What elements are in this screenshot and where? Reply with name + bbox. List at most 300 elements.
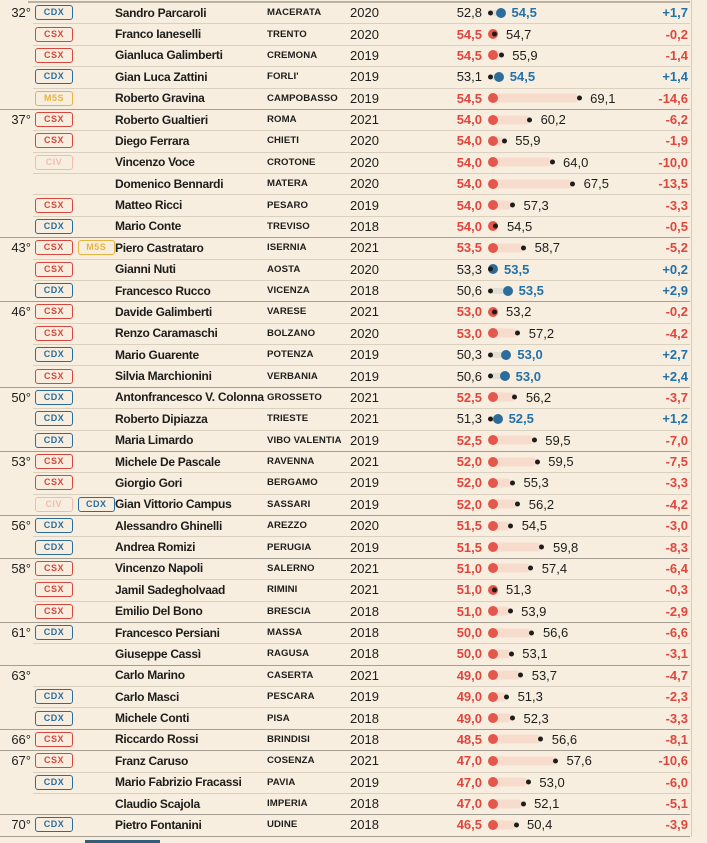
approval-dot: [488, 179, 498, 189]
election-result-dot: [509, 651, 514, 656]
dumbbell-plot: [488, 541, 547, 553]
rank-label: 37°: [11, 112, 31, 128]
table-row: [0, 494, 707, 515]
dumbbell-plot: [488, 327, 523, 339]
mayor-name: Jamil Sadegholvaad: [115, 582, 225, 597]
dumbbell-plot: [488, 669, 526, 681]
mayor-name: Riccardo Rossi: [115, 732, 199, 747]
city-label: CASERTA: [267, 669, 314, 681]
diff-value: -0,3: [665, 582, 688, 598]
table-row: [0, 558, 707, 579]
election-result-dot: [488, 352, 493, 357]
mayor-name: Domenico Bennardi: [115, 176, 224, 191]
city-label: BERGAMO: [267, 477, 318, 489]
election-value: 50,4: [527, 817, 553, 833]
election-year-label: 2019: [350, 347, 379, 363]
election-result-dot: [526, 780, 531, 785]
row-separator: [0, 814, 690, 815]
approval-dot: [494, 72, 504, 82]
election-year-label: 2019: [350, 368, 379, 384]
election-year-label: 2021: [350, 560, 379, 576]
row-separator: [33, 579, 690, 580]
row-separator: [33, 88, 690, 89]
diff-value: +1,7: [662, 5, 688, 21]
dumbbell-plot: [488, 776, 533, 788]
party-badge-cdx: CDX: [35, 625, 73, 640]
row-separator: [33, 643, 690, 644]
dot-plot: [394, 775, 636, 790]
party-badge-csx: CSX: [35, 198, 73, 213]
dumbbell-plot: [488, 562, 536, 574]
election-year-label: 2020: [350, 133, 379, 149]
diff-value: -3,3: [665, 475, 688, 491]
city-label: PAVIA: [267, 776, 296, 788]
party-badges: [35, 433, 115, 448]
approval-value: 51,5: [456, 539, 482, 555]
city-label: TRIESTE: [267, 413, 309, 425]
approval-value: 54,5: [509, 69, 536, 85]
election-value: 59,8: [552, 539, 579, 555]
approval-value: 53,5: [504, 261, 530, 277]
election-year-label: 2020: [350, 154, 379, 170]
table-row: [0, 793, 707, 814]
mayor-name: Roberto Gualtieri: [115, 112, 208, 127]
election-value: 53,3: [456, 261, 482, 277]
city-label: ISERNIA: [267, 242, 307, 254]
dumbbell-plot: [488, 648, 516, 660]
approval-dot: [488, 670, 498, 680]
mayor-name: Francesco Rucco: [115, 283, 211, 298]
election-result-dot: [488, 74, 493, 79]
city-label: MACERATA: [267, 7, 322, 19]
table-row: [0, 451, 707, 472]
row-separator: [33, 66, 690, 67]
table-row: [0, 707, 707, 728]
dumbbell-plot: [488, 413, 503, 425]
dumbbell-plot: [488, 477, 517, 489]
city-label: IMPERIA: [267, 798, 308, 810]
diff-value: -3,3: [665, 197, 688, 213]
approval-value: 50,0: [456, 646, 482, 662]
election-year-label: 2021: [350, 667, 379, 683]
dot-plot: [394, 689, 636, 704]
city-label: UDINE: [267, 819, 298, 831]
row-separator: [28, 2, 690, 3]
table-row: [0, 750, 707, 771]
rank-label: 66°: [11, 731, 31, 747]
election-value: 56,6: [551, 731, 578, 747]
table-row: [0, 601, 707, 622]
diff-value: -3,9: [665, 817, 688, 833]
election-year-label: 2019: [350, 69, 379, 85]
diff-value: +1,2: [662, 411, 688, 427]
dot-plot: [394, 668, 636, 683]
mayor-name: Silvia Marchionini: [115, 369, 212, 384]
election-value: 57,6: [566, 753, 592, 769]
party-badges: [35, 133, 115, 148]
dot-plot: [394, 5, 636, 20]
approval-dot: [488, 392, 498, 402]
dot-plot: [394, 283, 636, 298]
dot-plot: [394, 753, 636, 768]
dot-plot: [394, 454, 636, 469]
election-year-label: 2019: [350, 197, 379, 213]
dot-plot: [394, 625, 636, 640]
election-value: 51,3: [517, 689, 543, 705]
approval-value: 52,0: [456, 454, 482, 470]
mayor-name: Diego Ferrara: [115, 133, 190, 148]
range-bar: [493, 778, 528, 787]
diff-value: -4,2: [665, 325, 688, 341]
party-badges: [35, 775, 115, 790]
approval-value: 52,0: [456, 475, 482, 491]
dumbbell-plot: [488, 263, 498, 275]
party-badges: [35, 219, 115, 234]
diff-value: -14,6: [658, 90, 688, 106]
party-badge-cdx: CDX: [35, 219, 73, 234]
election-result-dot: [492, 32, 497, 37]
dumbbell-plot: [488, 92, 584, 104]
dumbbell-plot: [488, 71, 504, 83]
election-value: 56,2: [525, 389, 552, 405]
approval-dot: [488, 478, 498, 488]
table-row: [0, 387, 707, 408]
dot-plot: [394, 240, 636, 255]
dumbbell-plot: [488, 114, 535, 126]
election-result-dot: [515, 331, 520, 336]
approval-dot: [488, 542, 498, 552]
approval-value: 50,0: [456, 625, 482, 641]
dumbbell-plot: [488, 391, 520, 403]
table-row: [0, 109, 707, 130]
party-badges: [35, 283, 115, 298]
range-bar: [493, 564, 531, 573]
party-badges: [35, 732, 115, 747]
table-row: [0, 259, 707, 280]
party-badge-cdx: CDX: [35, 711, 73, 726]
diff-value: -7,0: [665, 432, 688, 448]
dot-plot: [394, 48, 636, 63]
election-year-label: 2019: [350, 432, 379, 448]
city-label: SALERNO: [267, 562, 315, 574]
table-row: [0, 665, 707, 686]
range-bar: [493, 735, 541, 744]
rank-label: 46°: [11, 304, 31, 320]
election-year-label: 2019: [350, 774, 379, 790]
table-row: [0, 536, 707, 557]
approval-dot: [488, 692, 498, 702]
city-label: MATERA: [267, 178, 308, 190]
party-badges: [35, 390, 115, 405]
dot-plot: [394, 262, 636, 277]
approval-dot: [488, 200, 498, 210]
approval-value: 51,5: [456, 518, 482, 534]
table-row: [0, 472, 707, 493]
election-result-dot: [570, 181, 575, 186]
election-result-dot: [515, 502, 520, 507]
approval-value: 54,0: [456, 176, 482, 192]
row-separator: [0, 109, 690, 110]
approval-value: 52,5: [508, 411, 534, 427]
diff-value: -3,1: [665, 646, 688, 662]
dumbbell-plot: [488, 733, 546, 745]
election-year-label: 2019: [350, 689, 379, 705]
dumbbell-plot: [488, 135, 509, 147]
party-badges: [35, 91, 115, 106]
dumbbell-plot: [488, 199, 517, 211]
party-badge-csx: CSX: [35, 133, 73, 148]
election-result-dot: [512, 395, 517, 400]
mayor-name: Gian Luca Zattini: [115, 69, 208, 84]
party-badge-cdx: CDX: [35, 518, 73, 533]
rank-label: 50°: [11, 389, 31, 405]
approval-dot: [488, 115, 498, 125]
dumbbell-plot: [488, 178, 578, 190]
dot-plot: [394, 219, 636, 234]
election-result-dot: [492, 309, 497, 314]
party-badges: [35, 411, 115, 426]
election-value: 55,9: [512, 47, 538, 63]
approval-dot: [488, 136, 498, 146]
election-year-label: 2018: [350, 710, 379, 726]
party-badges: [35, 27, 115, 42]
party-badge-csx: CSX: [35, 27, 73, 42]
party-badges: [35, 604, 115, 619]
dot-plot: [394, 155, 636, 170]
approval-value: 54,0: [456, 218, 482, 234]
dumbbell-plot: [488, 755, 561, 767]
city-label: RAGUSA: [267, 648, 310, 660]
mayor-name: Antonfrancesco V. Colonna: [115, 390, 264, 405]
election-result-dot: [499, 53, 504, 58]
row-separator: [33, 536, 690, 537]
approval-dot: [488, 713, 498, 723]
row-separator: [33, 772, 690, 773]
party-badges: [35, 112, 115, 127]
election-value: 50,3: [456, 347, 482, 363]
approval-value: 48,5: [456, 731, 482, 747]
diff-value: -10,6: [658, 753, 688, 769]
table-row: [0, 772, 707, 793]
rank-label: 61°: [11, 625, 31, 641]
diff-value: -2,3: [665, 689, 688, 705]
party-badge-cdx: CDX: [35, 347, 73, 362]
party-badge-csx: CSX: [35, 326, 73, 341]
approval-value: 54,0: [456, 133, 482, 149]
diff-value: -4,2: [665, 496, 688, 512]
dot-plot: [394, 69, 636, 84]
party-badge-csx: CSX: [35, 582, 73, 597]
party-badge-cdx: CDX: [35, 433, 73, 448]
party-badge-csx: CSX: [35, 454, 73, 469]
row-separator: [0, 665, 690, 666]
party-badges: [35, 198, 115, 213]
election-value: 57,2: [528, 325, 555, 341]
row-separator: [0, 558, 690, 559]
city-label: PISA: [267, 712, 290, 724]
approval-dot: [500, 371, 510, 381]
approval-dot: [488, 563, 498, 573]
table-row: [0, 66, 707, 87]
election-value: 53,2: [506, 304, 532, 320]
dumbbell-plot: [488, 798, 528, 810]
approval-value: 47,0: [456, 796, 482, 812]
dot-plot: [394, 91, 636, 106]
party-badges: [35, 689, 115, 704]
dot-plot: [394, 133, 636, 148]
city-label: CAMPOBASSO: [267, 92, 338, 104]
city-label: PESCARA: [267, 691, 315, 703]
table-row: [0, 622, 707, 643]
election-value: 54,5: [521, 518, 547, 534]
party-badges: [35, 454, 115, 469]
mayor-name: Renzo Caramaschi: [115, 326, 218, 341]
range-bar: [493, 179, 573, 188]
election-result-dot: [532, 438, 537, 443]
diff-value: -4,7: [665, 667, 688, 683]
election-result-dot: [521, 801, 526, 806]
table-row: [0, 643, 707, 664]
approval-value: 49,0: [456, 710, 482, 726]
party-badge-csx: CSX: [35, 369, 73, 384]
party-badges: [35, 262, 115, 277]
dot-plot: [394, 582, 636, 597]
row-separator: [33, 408, 690, 409]
row-separator: [33, 280, 690, 281]
diff-value: -0,5: [665, 218, 688, 234]
election-year-label: 2021: [350, 112, 379, 128]
approval-dot: [488, 628, 498, 638]
party-badge-cdx: CDX: [78, 497, 116, 512]
city-label: BOLZANO: [267, 327, 316, 339]
dumbbell-plot: [488, 627, 537, 639]
diff-value: -7,5: [665, 454, 688, 470]
city-label: FORLI': [267, 71, 299, 83]
party-badges: [35, 326, 115, 341]
election-result-dot: [518, 673, 523, 678]
party-badges: [35, 753, 115, 768]
election-value: 55,3: [523, 475, 549, 491]
rankings-table: [0, 2, 707, 836]
party-badges: [35, 369, 115, 384]
approval-dot: [488, 157, 498, 167]
election-year-label: 2018: [350, 646, 379, 662]
city-label: TRENTO: [267, 28, 307, 40]
range-bar: [493, 158, 552, 167]
party-badge-cdx: CDX: [35, 689, 73, 704]
row-separator: [0, 451, 690, 452]
dumbbell-plot: [488, 584, 500, 596]
mayor-name: Franz Caruso: [115, 753, 189, 768]
rank-label: 63°: [11, 667, 31, 683]
election-result-dot: [508, 609, 513, 614]
range-bar: [493, 115, 530, 124]
election-year-label: 2019: [350, 47, 379, 63]
election-result-dot: [529, 630, 534, 635]
approval-value: 47,0: [456, 753, 482, 769]
approval-value: 53,5: [456, 240, 482, 256]
approval-dot: [488, 499, 498, 509]
mayor-name: Alessandro Ghinelli: [115, 518, 222, 533]
party-badge-csx: CSX: [35, 240, 73, 255]
party-badge-csx: CSX: [35, 262, 73, 277]
election-result-dot: [553, 758, 558, 763]
approval-value: 54,0: [456, 112, 482, 128]
rank-label: 67°: [11, 753, 31, 769]
table-row: [0, 280, 707, 301]
party-badge-cdx: CDX: [35, 69, 73, 84]
election-result-dot: [538, 737, 543, 742]
city-label: VIBO VALENTIA: [267, 434, 342, 446]
election-value: 53,9: [521, 603, 547, 619]
diff-value: -6,0: [665, 774, 688, 790]
diff-value: +1,4: [662, 69, 688, 85]
mayor-name: Davide Galimberti: [115, 304, 212, 319]
dumbbell-plot: [488, 605, 515, 617]
mayor-name: Pietro Fontanini: [115, 817, 202, 832]
mayor-name: Vincenzo Voce: [115, 155, 195, 170]
dumbbell-plot: [488, 349, 511, 361]
election-result-dot: [539, 545, 544, 550]
election-value: 56,2: [528, 496, 555, 512]
mayor-name: Gian Vittorio Campus: [115, 497, 232, 512]
dot-plot: [394, 796, 636, 811]
dot-plot: [394, 540, 636, 555]
rank-label: 53°: [11, 454, 31, 470]
approval-value: 54,0: [456, 197, 482, 213]
election-result-dot: [488, 374, 493, 379]
mayor-name: Giuseppe Cassì: [115, 646, 201, 661]
mayor-name: Michele Conti: [115, 711, 190, 726]
table-row: [0, 173, 707, 194]
election-result-dot: [550, 160, 555, 165]
party-badges: [35, 5, 115, 20]
election-value: 57,4: [541, 560, 568, 576]
dot-plot: [394, 433, 636, 448]
diff-value: -13,5: [658, 176, 688, 192]
row-separator: [33, 494, 690, 495]
mayor-name: Roberto Dipiazza: [115, 411, 208, 426]
diff-value: +0,2: [662, 261, 688, 277]
approval-value: 53,5: [518, 283, 544, 299]
diff-value: -2,9: [665, 603, 688, 619]
diff-value: -1,9: [665, 133, 688, 149]
party-badge-cdx: CDX: [35, 283, 73, 298]
approval-value: 51,0: [456, 560, 482, 576]
diff-value: -6,4: [665, 560, 688, 576]
city-label: TREVISO: [267, 220, 310, 232]
rank-label: 43°: [11, 240, 31, 256]
mayor-name: Andrea Romizi: [115, 540, 196, 555]
city-label: MASSA: [267, 627, 303, 639]
approval-dot: [488, 734, 498, 744]
table-row: [0, 323, 707, 344]
dot-plot: [394, 369, 636, 384]
approval-value: 52,5: [456, 389, 482, 405]
dot-plot: [394, 732, 636, 747]
approval-value: 53,0: [456, 304, 482, 320]
mayor-name: Claudio Scajola: [115, 796, 200, 811]
city-label: BRESCIA: [267, 605, 311, 617]
approval-value: 49,0: [456, 689, 482, 705]
city-label: VICENZA: [267, 285, 310, 297]
party-badge-m5s: M5S: [78, 240, 116, 255]
dumbbell-plot: [488, 220, 501, 232]
city-label: VARESE: [267, 306, 307, 318]
approval-dot: [488, 50, 498, 60]
approval-value: 52,5: [456, 432, 482, 448]
election-result-dot: [527, 117, 532, 122]
